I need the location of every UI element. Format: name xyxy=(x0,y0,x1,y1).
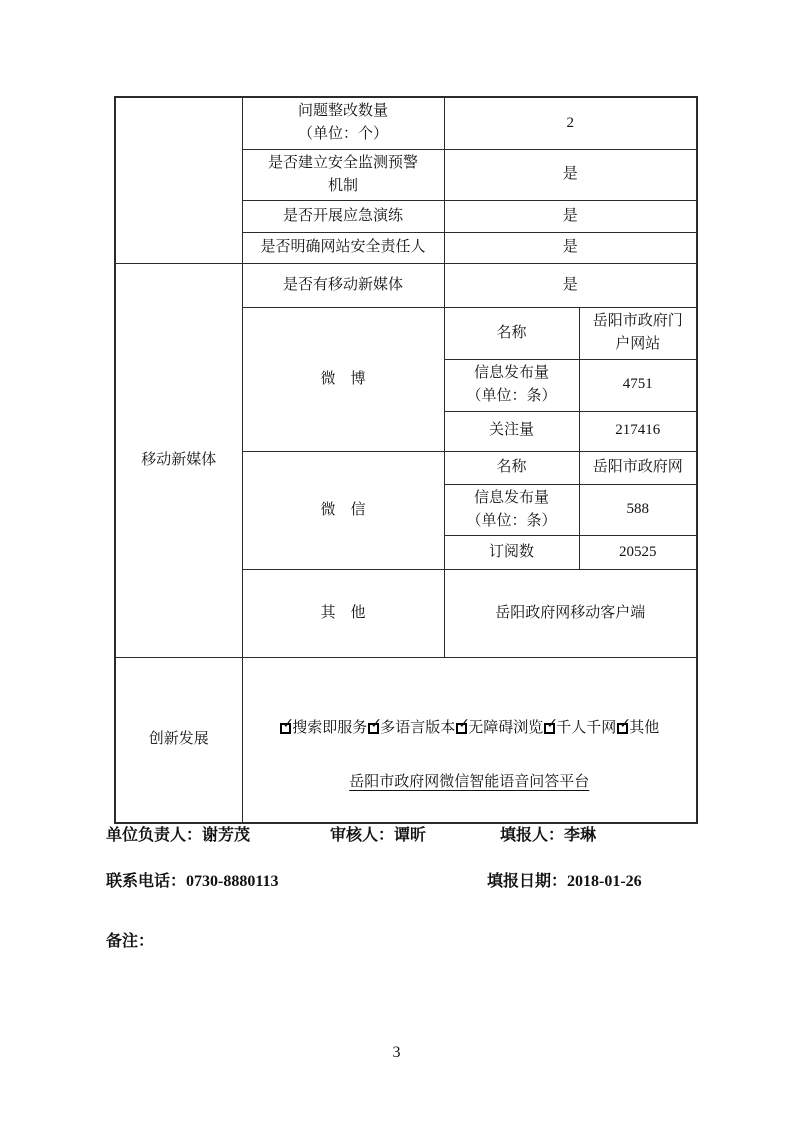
table-row xyxy=(115,97,697,149)
innovation-option-label: 无障碍浏览 xyxy=(468,720,544,737)
row-label: 问题整改数量 （单位：个） xyxy=(242,97,444,149)
row-value: 588 xyxy=(579,484,697,536)
innovation-option-label: 千人千网 xyxy=(556,720,617,737)
row-label: 是否有移动新媒体 xyxy=(242,264,444,308)
row-label: 订阅数 xyxy=(444,536,579,570)
innovation-option xyxy=(367,716,456,737)
weibo-label-cell: 微 博 xyxy=(242,308,444,452)
row-label: 是否开展应急演练 xyxy=(242,201,444,233)
row-label: 信息发布量 （单位：条） xyxy=(444,484,579,536)
row-value: 岳阳市政府门 户网站 xyxy=(579,308,697,360)
row-label: 关注量 xyxy=(444,411,579,451)
innovation-option-label: 其他 xyxy=(629,720,660,737)
row-value: 2 xyxy=(444,97,697,149)
category-cell-empty xyxy=(115,97,242,264)
checked-checkbox-icon: ✓ xyxy=(619,716,631,733)
row-value: 岳阳政府网移动客户端 xyxy=(444,570,697,658)
other-label-cell: 其 他 xyxy=(242,570,444,658)
row-value: 217416 xyxy=(579,411,697,451)
checked-checkbox-icon: ✓ xyxy=(282,716,294,733)
table-row xyxy=(115,264,697,308)
row-value: 岳阳市政府网 xyxy=(579,451,697,484)
innovation-option-label: 多语言版本 xyxy=(380,720,456,737)
row-value: 4751 xyxy=(579,359,697,411)
report-date-label: 填报日期：2018-01-26 xyxy=(487,873,642,890)
innovation-options xyxy=(247,683,693,743)
contact-phone-label: 联系电话：0730-8880113 xyxy=(106,873,279,890)
row-label: 是否明确网站安全责任人 xyxy=(242,233,444,264)
row-value: 是 xyxy=(444,201,697,233)
innovation-option xyxy=(543,716,617,737)
responsible-person-label: 单位负责人：谢芳茂 xyxy=(106,827,251,844)
checked-checkbox-icon: ✓ xyxy=(546,716,558,733)
row-label: 名称 xyxy=(444,308,579,360)
row-label: 是否建立安全监测预警 机制 xyxy=(242,149,444,201)
report-table xyxy=(114,96,698,824)
category-cell-innovation: 创新发展 xyxy=(115,658,242,823)
row-label: 名称 xyxy=(444,451,579,484)
category-cell-mobile-media: 移动新媒体 xyxy=(115,264,242,658)
row-value: 是 xyxy=(444,264,697,308)
innovation-option xyxy=(455,716,544,737)
row-value: 20525 xyxy=(579,536,697,570)
innovation-option xyxy=(279,716,368,737)
row-value: 是 xyxy=(444,233,697,264)
remarks-label: 备注： xyxy=(106,933,155,950)
wechat-label-cell: 微 信 xyxy=(242,451,444,570)
table-row xyxy=(115,658,697,823)
innovation-option-label: 搜索即服务 xyxy=(292,720,368,737)
checked-checkbox-icon: ✓ xyxy=(458,716,470,733)
innovation-content-cell xyxy=(242,658,697,823)
checked-checkbox-icon: ✓ xyxy=(370,716,382,733)
page-number: 3 xyxy=(392,1044,401,1061)
innovation-option xyxy=(616,716,660,737)
filler-label: 填报人：李琳 xyxy=(500,827,597,844)
row-label: 信息发布量 （单位：条） xyxy=(444,359,579,411)
reviewer-label: 审核人：谭昕 xyxy=(330,827,427,844)
row-value: 是 xyxy=(444,149,697,201)
innovation-other-text: 岳阳市政府网微信智能语音问答平台 xyxy=(349,773,590,790)
